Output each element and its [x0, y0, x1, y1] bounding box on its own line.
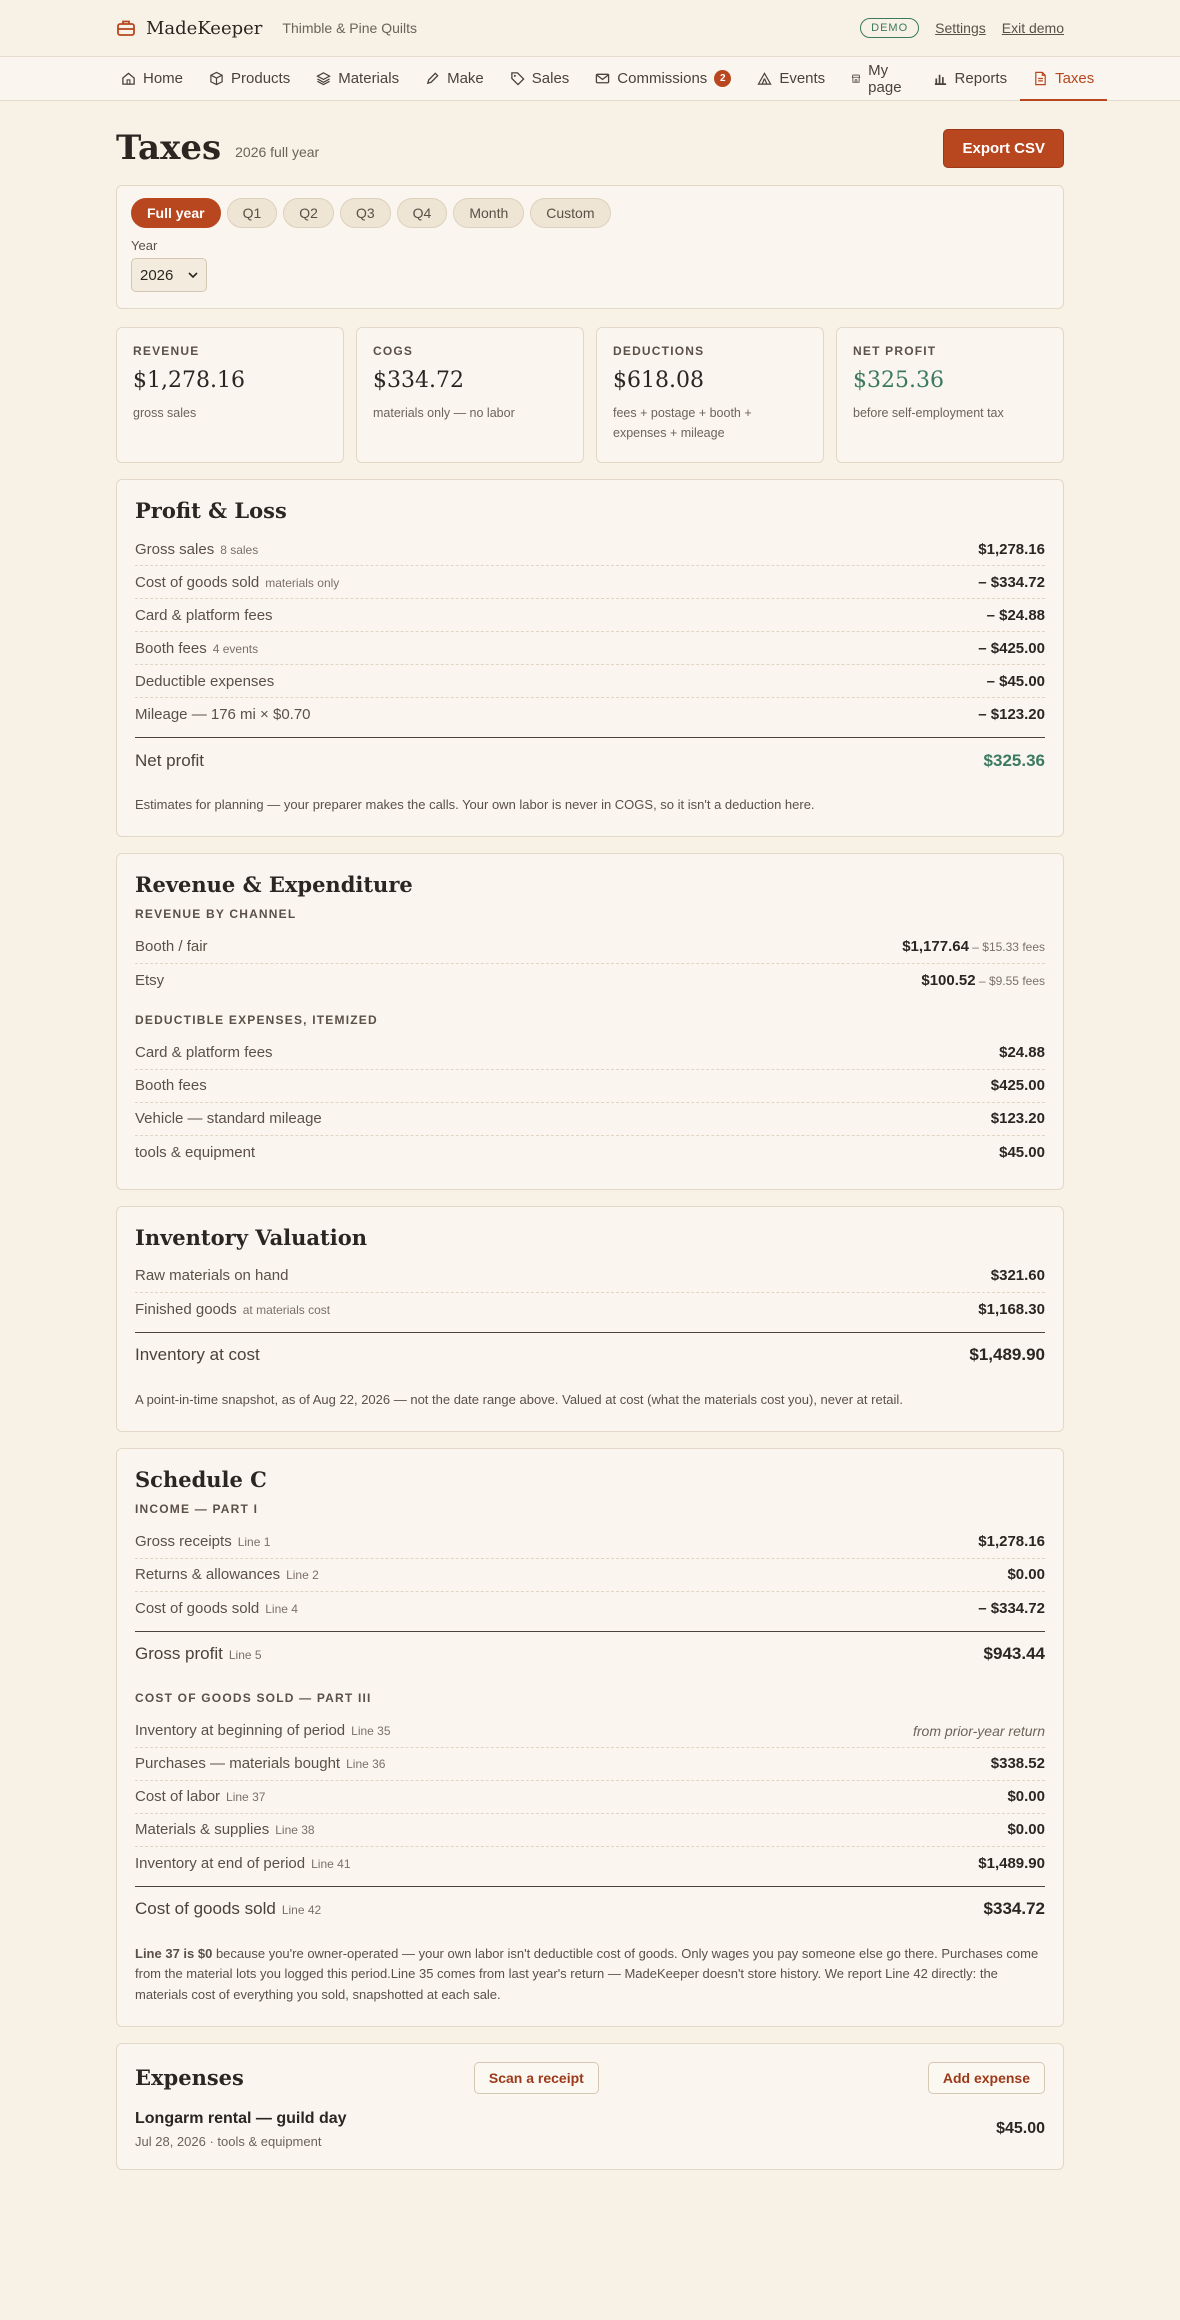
nav-my-page[interactable]: My page [838, 57, 919, 100]
subhead: REVENUE BY CHANNEL [135, 906, 297, 921]
pnl-note: Estimates for planning — your preparer makes the calls. Your own labor is never in COGS, so it isn't a deduction here. [135, 797, 815, 812]
page-title: Taxes [116, 128, 222, 168]
scan-receipt-button[interactable]: Scan a receipt [474, 2062, 599, 2094]
subhead: DEDUCTIBLE EXPENSES, ITEMIZED [135, 1012, 378, 1027]
storefront-icon [851, 71, 861, 86]
year-select[interactable] [131, 258, 207, 292]
table-row: Card & platform fees – $24.88 [135, 599, 1045, 632]
period-filter [116, 185, 1064, 309]
nav-taxes[interactable]: Taxes [1020, 57, 1107, 100]
section-title: Inventory Valuation [135, 1224, 367, 1250]
table-row: Mileage — 176 mi × $0.70 – $123.20 [135, 706, 1045, 723]
kpi-deductions: DEDUCTIONS $618.08 fees + postage + booth + expenses + mileage [596, 327, 824, 463]
subhead: INCOME — PART I [135, 1501, 259, 1516]
table-row: Materials & supplies Line 38 $0.00 [135, 1814, 1045, 1847]
kpi-net-profit: NET PROFIT $325.36 before self-employment tax [836, 327, 1064, 463]
home-icon [121, 71, 136, 86]
year-value: 2026 [140, 266, 174, 284]
table-row: Gross sales 8 sales $1,278.16 [135, 533, 1045, 566]
shop-name: Thimble & Pine Quilts [282, 20, 417, 36]
table-row: Etsy $100.52 – $9.55 fees [135, 971, 1045, 989]
page-header [116, 125, 1064, 171]
nav-events[interactable]: Events [744, 57, 838, 100]
table-row: Returns & allowances Line 2 $0.00 [135, 1559, 1045, 1592]
kpi-revenue: REVENUE $1,278.16 gross sales [116, 327, 344, 463]
document-icon [1033, 71, 1048, 86]
table-row: Gross receipts Line 1 $1,278.16 [135, 1526, 1045, 1559]
kpi-cogs: COGS $334.72 materials only — no labor [356, 327, 584, 463]
kpi-cards [116, 327, 1064, 463]
schedule-c-note: Line 37 is $0 because you're owner-operated — your own labor isn't deductible cost of goods. Only wages you pay someone else go there. Purchases come from the material lots you logged this period.Line 35 comes from last year's return — MadeKeeper doesn't store history. We report Line 42 directly: the materials cost of everything you sold, snapshotted at each sale. [135, 1945, 1039, 2003]
period-pill-month[interactable]: Month [453, 198, 524, 228]
period-pill-q4[interactable]: Q4 [397, 198, 448, 228]
layers-icon [316, 71, 331, 86]
mail-icon [595, 71, 610, 86]
subhead: COST OF GOODS SOLD — PART III [135, 1690, 372, 1705]
commissions-count-badge: 2 [714, 70, 731, 87]
section-title: Revenue & Expenditure [135, 871, 413, 897]
tent-icon [757, 71, 772, 86]
add-expense-button[interactable]: Add expense [928, 2062, 1045, 2094]
bar-chart-icon [933, 71, 948, 86]
table-row: Finished goods at materials cost $1,168.30 [135, 1300, 1045, 1318]
table-row: Booth fees 4 events – $425.00 [135, 632, 1045, 665]
year-label: Year [131, 238, 158, 253]
box-icon [209, 71, 224, 86]
table-row: tools & equipment $45.00 [135, 1143, 1045, 1161]
page-subtitle: 2026 full year [235, 144, 320, 160]
sewing-box-icon [116, 18, 136, 38]
brand[interactable] [116, 18, 417, 39]
nav-products[interactable]: Products [196, 57, 303, 100]
nav-materials[interactable]: Materials [303, 57, 412, 100]
export-csv-button[interactable]: Export CSV [943, 129, 1064, 168]
period-pill-q3[interactable]: Q3 [340, 198, 391, 228]
period-pills [131, 198, 1049, 228]
table-row: Deductible expenses – $45.00 [135, 665, 1045, 698]
period-pill-q1[interactable]: Q1 [227, 198, 278, 228]
expenses-section [116, 2043, 1064, 2170]
nav-commissions[interactable]: Commissions 2 [582, 57, 744, 100]
section-title: Schedule C [135, 1466, 267, 1492]
main-nav [0, 56, 1180, 101]
table-row: Cost of labor Line 37 $0.00 [135, 1781, 1045, 1814]
pencil-icon [425, 71, 440, 86]
inventory-note: A point-in-time snapshot, as of Aug 22, 2026 — not the date range above. Valued at cost (what the materials cost you), never at retail. [135, 1391, 903, 1407]
chevron-down-icon [188, 271, 198, 279]
table-row: Inventory at beginning of period Line 35 from prior-year return [135, 1715, 1045, 1748]
tag-icon [510, 71, 525, 86]
settings-link[interactable]: Settings [935, 20, 986, 36]
table-row: Vehicle — standard mileage $123.20 [135, 1103, 1045, 1136]
period-pill-full-year[interactable]: Full year [131, 198, 221, 228]
table-row: Inventory at end of period Line 41 $1,489.90 [135, 1854, 1045, 1872]
cogs-total-row: Cost of goods sold Line 42 $334.72 [135, 1886, 1045, 1932]
net-profit-row: Net profit $325.36 [135, 737, 1045, 783]
exit-demo-link[interactable]: Exit demo [1001, 20, 1064, 36]
revenue-expenditure-section [116, 853, 1064, 1190]
period-pill-custom[interactable]: Custom [530, 198, 610, 228]
table-row: Cost of goods sold Line 4 – $334.72 [135, 1599, 1045, 1617]
nav-sales[interactable]: Sales [497, 57, 583, 100]
table-row: Card & platform fees $24.88 [135, 1037, 1045, 1070]
list-item[interactable]: Longarm rental — guild day Jul 28, 2026 · tools & equipment $45.00 [135, 2109, 1045, 2149]
table-row: Raw materials on hand $321.60 [135, 1260, 1045, 1293]
section-title: Profit & Loss [135, 498, 287, 523]
table-row: Cost of goods sold materials only – $334.72 [135, 566, 1045, 599]
demo-badge: DEMO [860, 18, 919, 38]
inventory-section [116, 1206, 1064, 1432]
table-row: Booth fees $425.00 [135, 1070, 1045, 1103]
section-title: Expenses [135, 2065, 244, 2091]
table-row: Booth / fair $1,177.64 – $15.33 fees [135, 931, 1045, 964]
top-bar [0, 0, 1180, 56]
period-pill-q2[interactable]: Q2 [283, 198, 334, 228]
schedule-c-section [116, 1448, 1064, 2027]
gross-profit-row: Gross profit Line 5 $943.44 [135, 1631, 1045, 1677]
profit-loss-section [116, 479, 1064, 837]
inventory-total-row: Inventory at cost $1,489.90 [135, 1332, 1045, 1378]
nav-reports[interactable]: Reports [920, 57, 1021, 100]
nav-home[interactable]: Home [108, 57, 196, 100]
table-row: Purchases — materials bought Line 36 $338.52 [135, 1748, 1045, 1781]
app-name: MadeKeeper [146, 17, 263, 39]
nav-make[interactable]: Make [412, 57, 497, 100]
